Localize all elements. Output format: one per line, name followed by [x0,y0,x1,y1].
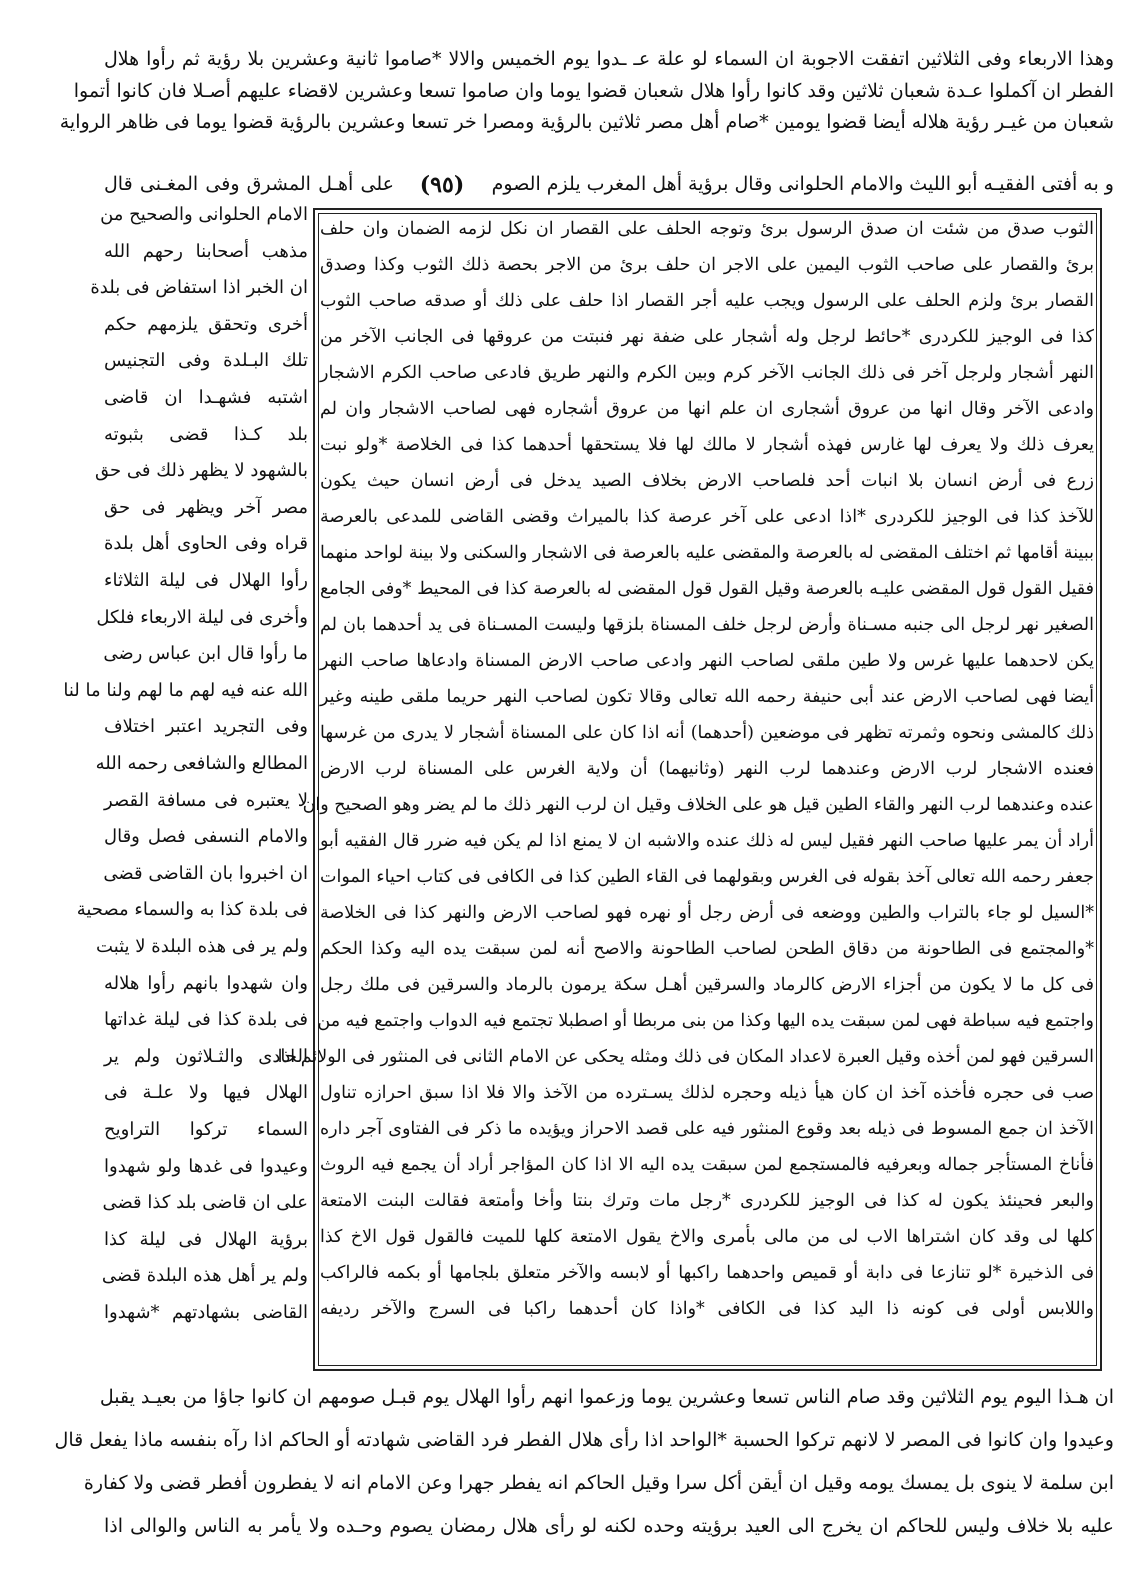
side-text-line: ولم ير فى هذه البلدة لا يثبت [96,936,308,957]
side-text-line: فى بلدة كذا به والسماء مصحية [76,899,308,921]
header-line-left: على أهـل المشرق وفى المغـنى قال [104,173,394,195]
commentary-text-line: وادعى الآخر وقال انها من عروق أشجارى ان علم انها من عروق أشجاره فهى لصاحب الاشجار وان لم [320,399,1094,419]
side-text-line: السماء تركوا التراويح [104,1119,308,1140]
commentary-text-line: يعرف ذلك ولا يعرف لها غارس فهذه أشجار لا مالك لها فلا يستحقها أحدهما كذا فى الخلاصة *ولو نبت [320,435,1094,455]
side-text-line: وان شهدوا بانهم رأوا هلاله [104,972,308,994]
commentary-text-line: القصار برئ ولزم الحلف على الرسول ويجب عليه أجر القصار اذا حلف على ذلك أو صدقه صاحب الثوب [320,291,1094,311]
side-text-line: مصر آخر ويظهر فى حق [104,496,308,518]
commentary-text-line: فى الذخيرة *لو تنازعا فى دابة أو قميص واحدهما راكبها أو لابسه والآخر متعلق بلجامها أو بكمه فالراكب [320,1263,1094,1283]
side-text-line: بلد كـذا قضى بثبوته [104,423,308,445]
side-text-line: فى بلدة كذا فى ليلة غداتها [104,1009,308,1031]
commentary-text-line: برئ والقصار على صاحب الثوب اليمين على الاجر ان حلف برئ من الاجر بحصة ذلك الثوب وكذا وصدق [320,255,1094,275]
side-text-line: لا يعتبره فى مسافة القصر [104,789,308,811]
side-text-line: القاضى بشهادتهم *شهدوا [104,1302,308,1323]
bottom-text-line: وعيدوا وان كانوا فى المصر لا لانهم تركوا الحسبة *الواحد اذا رأى هلال الفطر فرد القاضى شهادته أو الحاكم اذا رآه بنفسه ماذا يفعل قال [54,1429,1114,1451]
side-text-line: الهلال فيها ولا علـة فى [104,1082,308,1104]
side-text-line: ولم ير أهل هذه البلدة قضى [101,1265,308,1287]
side-text-line: أخرى وتحقق يلزمهم حكم [104,313,308,335]
side-text-line: برؤية الهلال فى ليلة كذا [104,1228,308,1250]
side-text-line: الحادى والثـلاثون ولم ير [104,1045,308,1067]
top-text-line: شعبان من غيـر رؤية هلاله أيضا قضوا يومين *صام أهل مصر ثلاثين بالرؤية ومصرا خر تسعا وعشرين بالرؤية قضوا يوما فى ظاهر الرواية [59,111,1114,133]
commentary-text-line: أراد أن يمر عليها صاحب النهر فقيل ليس له ذلك عنده والاشبه ان لا يمنع اذا لم يكن فيه ضرر قال الفقيه أبو [320,831,1094,851]
commentary-text-line: واللابس أولى فى كونه ذا اليد كذا فى الكافى *واذا كان أحدهما راكبا فى السرج والآخر رديفه [320,1299,1094,1319]
commentary-text-line: الآخذ ان جمع المسوط فى ذيله بعد وقوع المنثور فيه على قصد الاحراز ويؤيده ما ذكر فى الفتاوى آجر داره [320,1119,1094,1139]
bottom-text-line: ان هـذا اليوم يوم الثلاثين وقد صام الناس تسعا وعشرين يوما وزعموا انهم رأوا الهلال يوم قبـل صومهم ان كانوا جاؤا من بعيـد يقبل [99,1386,1114,1408]
side-text-line: على ان قاضى بلد كذا قضى [102,1192,308,1214]
commentary-text-line: عنده وعندهما لرب النهر والقاء الطين قيل هو على الخلاف وقيل ان لرب النهر ذلك ما لم يضر وهو الصحيح وان [302,795,1094,815]
page-number: (٩٥) [419,172,465,198]
bottom-text-line: ابن سلمة لا ينوى بل يمسك يومه وقيل ان أيقن أكل سرا وقيل الحاكم انه يفطر جهرا وعن الامام انه لا يفطرون أفطر قضى ولا كفارة [83,1472,1114,1494]
commentary-text-line: *السيل لو جاء بالتراب والطين ووضعه فى أرض رجل أو نهره فهو لصاحب الارض والنهر كذا فى الخلاصة [320,903,1094,923]
commentary-text-line: فعنده الاشجار لرب الارض وعندهما لرب النهر (وثانيهما) أن ولاية الغرس على المسناة لرب الارض [320,759,1094,779]
commentary-text-line: واجتمع فيه سباطة فهى لمن سبقت يده اليها وكذا من بنى مربطا أو اصطبلا تجتمع فيه الدواب واجتمع فيه من [317,1011,1094,1031]
side-text-line: ان الخبر اذا استفاض فى بلدة [90,277,308,299]
side-text-line: المطالع والشافعى رحمه الله [95,753,308,774]
side-text-line: وفى التجريد اعتبر اختلاف [104,716,308,738]
commentary-text-line: والبعر فحينئذ يكون له كذا فى الوجيز للكردرى *رجل مات وترك بنتا وأخا وأمتعة فقالت البنت الامتعة [320,1191,1094,1211]
commentary-text-line: زرع فى أرض انسان بلا انبات أحد فلصاحب الارض بخلاف الصيد يدخل فى أرض انسان حيث يكون [320,471,1094,491]
bottom-text-line: عليه بلا خلاف وليس للحاكم ان يخرج الى العيد برؤيته وحده لكنه لو رأى هلال رمضان يصوم وحـده ولا يأمر به الناس والوالى اذا [104,1515,1114,1537]
commentary-text-line: فى كل ما لا يكون من أجزاء الارض كالرماد والسرقين أهـل سكة يرمون بالرماد والسرقين فى ملك رجل [320,975,1095,995]
side-text-line: بالشهود لا يظهر ذلك فى حق [95,460,308,482]
header-line-right: و به أفتى الفقيـه أبو الليث والامام الحلوانى وقال برؤية أهل المغرب يلزم الصوم [491,173,1114,195]
commentary-text-line: ببينة أقامها ثم اختلف المقضى له بالعرصة والمقضى عليه بالعرصة فى الاشجار والسكنى ولا بينة لواحد منهما [320,543,1094,563]
commentary-text-line: الصغير نهر لرجل الى جنبه مسـناة وأرض لرجل خلف المسناة بلزقها وليست المسـناة فى يد أحدهما بان لم [320,615,1094,635]
side-text-line: مذهب أصحابنا رحهم الله [104,240,308,262]
commentary-text-line: الثوب صدق من شئت ان صدق الرسول برئ وتوجه الحلف على القصار ان نكل لزمه الضمان وان حلف [320,219,1094,239]
commentary-text-line: فقيل القول قول المقضى عليـه بالعرصة وقيل القول قول المقضى له بالعرصة كذا فى المحيط *وفى الجامع [320,579,1094,599]
side-text-line: ان اخبروا بان القاضى قضى [103,862,308,884]
commentary-text-line: فأناخ المستأجر جماله وبعرفيه فالمستجمع لمن سبقت يده اليه الا اذا كان المؤاجر أراد أن يجمع فيه الروث [320,1155,1094,1175]
commentary-text-line: صب فى حجره فأخذه آخذ ان كان هيأ ذيله وحجره لذلك يسـترده من الآخذ والا فلا اذا سبق احرازه تناول [320,1083,1094,1103]
side-text-line: قراه وفى الحاوى أهل بلدة [104,533,308,555]
commentary-text-line: السرقين فهو لمن أخذه وقيل العبرة لاعداد المكان فى ذلك ومثله يحكى عن الامام الثانى فى المنثور فى الولائم اذا [277,1047,1094,1067]
side-text-line: تلك البـلدة وفى التجنيس [104,350,308,372]
side-text-line: الامام الحلوانى والصحيح من [100,204,308,225]
side-text-line: وأخرى فى ليلة الاربعاء فلكل [96,606,308,628]
side-text-line: رأوا الهلال فى ليلة الثلاثاء [104,570,308,591]
commentary-text-line: يكن لاحدهما عليها غرس ولا طين ملقى لصاحب النهر وادعى صاحب الارض المسناة وادعاها صاحب النهر [320,651,1094,671]
commentary-text-line: للآخذ كذا فى الوجيز للكردرى *اذا ادعى على آخر عرصة كذا بالميراث وقضى القاضى للمدعى بالعرصة [320,507,1094,527]
commentary-text-line: كذا فى الوجيز للكردرى *حائط لرجل وله أشجار على ضفة نهر فنبتت من عروقها فى الجانب الآخر من [320,327,1094,347]
side-text-line: والامام النسفى فصل وقال [104,826,308,848]
side-text-line: وعيدوا فى غدها ولو شهدوا [104,1155,308,1177]
commentary-text-line: كلها لى وقد كان اشتراها الاب لى من مالى بأمرى والاخ يقول الامتعة كلها للميت فالقول قول الاخ كذا [320,1227,1094,1247]
commentary-text-line: أيضا فهى لصاحب الارض عند أبى حنيفة رحمه الله تعالى وقالا تكون لصاحب النهر حريما ملقى طينه وغير [320,687,1094,707]
side-text-line: اشتبه فشهـدا ان قاضى [104,387,308,408]
side-text-line: الله عنه فيه لهم ما لهم ولنا ما لنا [63,679,308,701]
top-text-line: الفطر ان آكملوا عـدة شعبان ثلاثين وقد كانوا رأوا هلال شعبان قضوا يوما وان صاموا تسعا وعشرين لاقضاء عليهم أصـلا فان كانوا أتموا [73,79,1114,102]
commentary-text-line: *والمجتمع فى الطاحونة من دقاق الطحن لصاحب الطاحونة والاصح أنه لمن سبقت يده اليه وكذا الحكم [320,939,1094,959]
commentary-text-line: ذلك كالمشى ونحوه وثمرته تظهر فى موضعين (أحدهما) أنه اذا كان على المسناة أشجار لا يدرى من غرسها [320,723,1094,743]
commentary-text-line: النهر أشجار ولرجل آخر فى ذلك الجانب الآخر كرم وبين الكرم والنهر طريق فادعى صاحب الكرم الاشجار [320,363,1094,383]
side-text-line: ما رأوا قال ابن عباس رضى [103,643,308,665]
top-text-line: وهذا الاربعاء وفى الثلاثين اتفقت الاجوبة ان السماء لو علة عـ ـدوا يوم الخميس والالا *صاموا ثانية وعشرين بلا رؤية ثم رأوا هلال [104,48,1114,70]
commentary-text-line: جعفر رحمه الله تعالى آخذ بقوله فى الغرس وبقولهما فى القاء الطين كذا فى الكافى فى كتاب احياء الموات [320,867,1094,887]
